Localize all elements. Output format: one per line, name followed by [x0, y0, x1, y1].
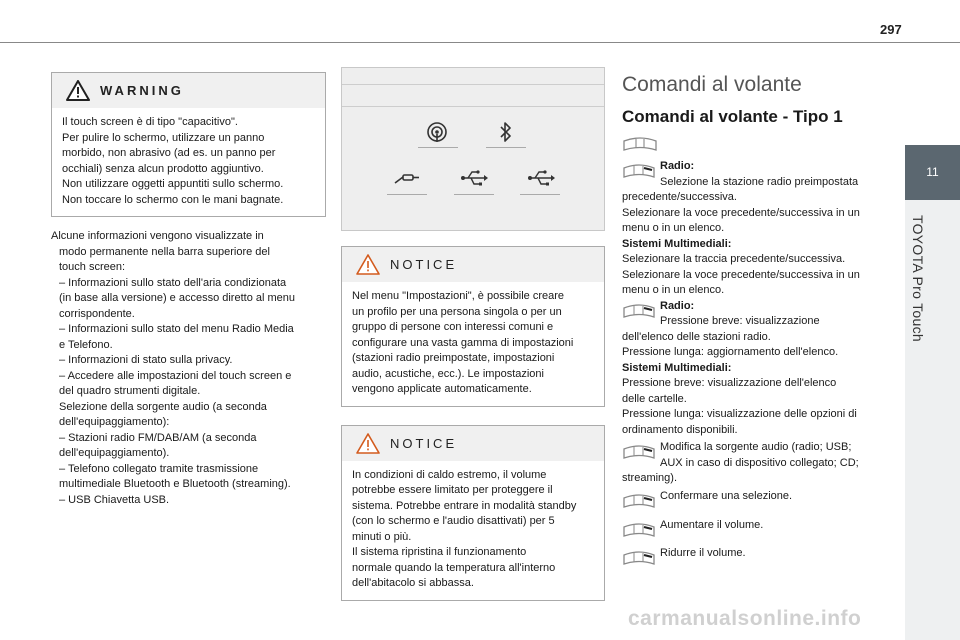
warning-body — [52, 108, 325, 216]
steering-control-icon — [622, 161, 656, 189]
column-right — [622, 67, 888, 561]
control-text-line: streaming). — [622, 472, 678, 484]
control-text-line: ordinamento disponibili. — [622, 423, 738, 436]
info-line: (in base alla versione) e accesso diretto al menu — [59, 292, 296, 304]
notice-line: potrebbe essere limitato per proteggere il — [352, 484, 553, 496]
control-item — [622, 518, 888, 534]
control-text-line: Selezione la stazione radio preimpostata — [660, 175, 859, 188]
info-line: dell'equipaggiamento). — [59, 447, 170, 459]
notice-header-1 — [342, 247, 604, 282]
icon-underline — [486, 147, 526, 148]
footer-watermark: carmanualsonline.info — [628, 607, 862, 630]
notice-line: (stazioni radio preimpostate, impostazioni — [352, 352, 555, 364]
page-number: 297 — [880, 22, 902, 37]
info-line: – Accedere alle impostazioni del touch screen e — [59, 369, 292, 382]
warning-header — [52, 73, 325, 108]
icon-underline — [454, 194, 494, 195]
control-text-line: Selezionare la traccia precedente/successiva. — [622, 253, 846, 265]
control-text-line: AUX in caso di dispositivo collegato; CD; — [660, 456, 859, 469]
warning-line: occhiali) senza alcun prodotto aggiuntivo. — [62, 162, 264, 175]
notice-line: (con lo schermo e l'audio disattivati) per 5 — [352, 515, 555, 527]
warning-line: Non utilizzare oggetti appuntiti sullo schermo. — [62, 178, 284, 190]
controls-list — [622, 159, 888, 561]
control-text-line: Radio: — [660, 299, 695, 312]
info-paragraph — [51, 229, 326, 508]
notice-line: dell'abitacolo si abbassa. — [352, 577, 474, 589]
steering-control-icon — [622, 520, 656, 548]
usb-icon — [460, 169, 488, 187]
notice-header-2 — [342, 426, 604, 461]
icon-underline — [418, 147, 458, 148]
warning-line: morbido, non abrasivo (ad es. un panno per — [62, 147, 276, 159]
control-text-line: Pressione lunga: visualizzazione delle opzioni di — [622, 408, 857, 420]
wireless-icon — [425, 120, 449, 144]
notice-body-1 — [342, 282, 604, 406]
control-text-line: Sistemi Multimediali: — [622, 237, 732, 250]
control-text-line: menu o in un elenco. — [622, 222, 725, 234]
usb-icon-2 — [527, 169, 555, 187]
control-text-line: Modifica la sorgente audio (radio; USB; — [660, 441, 852, 453]
info-line: corrispondente. — [59, 307, 135, 320]
info-line: – Informazioni sullo stato dell'aria condizionata — [59, 276, 287, 289]
control-text-line: Radio: — [660, 160, 695, 172]
info-line: – Telefono collegato tramite trasmissione — [59, 462, 259, 475]
notice-line: configurare una vasta gamma di impostazioni — [352, 336, 574, 349]
notice-line: Nel menu "Impostazioni", è possibile creare — [352, 290, 565, 302]
header-divider — [0, 42, 960, 43]
warning-line: Non toccare lo schermo con le mani bagnate. — [62, 193, 284, 206]
info-line: Selezione della sorgente audio (a seconda — [59, 400, 267, 413]
info-line: Alcune informazioni vengono visualizzate in — [51, 230, 264, 242]
info-line: – Informazioni di stato sulla privacy. — [59, 354, 233, 366]
notice-line: audio, acustiche, ecc.). Le impostazioni — [352, 367, 544, 380]
control-text-line: Pressione breve: visualizzazione dell'elenco — [622, 377, 837, 389]
control-text-line: Pressione breve: visualizzazione — [660, 315, 820, 327]
notice-box-2 — [341, 425, 605, 601]
panel-line — [342, 84, 604, 85]
control-text-line: precedente/successiva. — [622, 191, 737, 203]
control-item — [622, 489, 888, 505]
column-middle — [341, 67, 605, 601]
steering-control-icon — [622, 491, 656, 519]
info-line: touch screen: — [59, 261, 126, 273]
notice-line: minuti o più. — [352, 530, 412, 543]
info-line: del quadro strumenti digitale. — [59, 385, 201, 397]
info-line: dell'equipaggiamento): — [59, 416, 170, 428]
control-text-line: Ridurre il volume. — [660, 546, 746, 559]
control-text-line: Aumentare il volume. — [660, 519, 764, 531]
notice-line: vengono applicate automaticamente. — [352, 383, 532, 395]
notice-line: un profilo per una persona singola o per un — [352, 305, 562, 318]
control-text-line: menu o in un elenco. — [622, 284, 725, 296]
notice-triangle-icon — [356, 433, 380, 454]
notice-box-1 — [341, 246, 605, 407]
notice-title-1: NOTICE — [390, 257, 458, 272]
chapter-title: TOYOTA Pro Touch — [910, 215, 926, 342]
info-line: – Stazioni radio FM/DAB/AM (a seconda — [59, 431, 257, 444]
steering-control-icon — [622, 442, 656, 470]
icon-underline — [520, 194, 560, 195]
control-text-line: dell'elenco delle stazioni radio. — [622, 330, 771, 343]
chapter-tab[interactable] — [905, 145, 960, 200]
control-item — [622, 440, 888, 487]
warning-line: Il touch screen è di tipo "capacitivo". — [62, 116, 238, 128]
notice-line: sistema. Potrebbe entrare in modalità standby — [352, 499, 577, 512]
status-icons-panel — [341, 67, 605, 231]
column-left — [51, 72, 326, 508]
steering-control-icon — [622, 301, 656, 329]
notice-line: Il sistema ripristina il funzionamento — [352, 546, 527, 558]
notice-line: In condizioni di caldo estremo, il volume — [352, 468, 547, 481]
section-heading: Comandi al volante — [622, 73, 802, 96]
info-line: e Telefono. — [59, 338, 113, 351]
control-text-line: Selezionare la voce precedente/successiva in un — [622, 206, 860, 219]
notice-body-2 — [342, 461, 604, 600]
control-text-line: Pressione lunga: aggiornamento dell'elenco. — [622, 346, 839, 358]
control-item — [622, 546, 888, 562]
info-line: – Informazioni sullo stato del menu Radio Media — [59, 323, 294, 335]
steering-control-icon — [622, 548, 656, 576]
warning-title: WARNING — [100, 83, 184, 98]
notice-title-2: NOTICE — [390, 435, 458, 451]
notice-triangle-icon — [356, 254, 380, 275]
warning-triangle-icon — [66, 80, 90, 101]
notice-line: normale quando la temperatura all'interno — [352, 561, 556, 574]
aux-jack-icon — [393, 171, 421, 187]
control-text-line: Selezionare la voce precedente/successiva in un — [622, 268, 860, 281]
chapter-number: 11 — [926, 165, 939, 179]
panel-line — [342, 106, 604, 107]
warning-line: Per pulire lo schermo, utilizzare un panno — [62, 131, 265, 144]
steering-wheel-icon — [622, 135, 658, 155]
control-item — [622, 159, 888, 299]
control-text-line: Sistemi Multimediali: — [622, 361, 732, 374]
info-line: – USB Chiavetta USB. — [59, 493, 170, 506]
info-line: multimediale Bluetooth e Bluetooth (streaming). — [59, 478, 291, 490]
section-subheading: Comandi al volante - Tipo 1 — [622, 107, 843, 126]
icon-underline — [387, 194, 427, 195]
notice-line: gruppo di persone con interessi comuni e — [352, 321, 554, 333]
control-item — [622, 299, 888, 439]
bluetooth-icon — [498, 120, 514, 144]
info-line: modo permanente nella barra superiore del — [59, 245, 270, 258]
control-text-line: Confermare una selezione. — [660, 489, 793, 502]
warning-box — [51, 72, 326, 217]
control-text-line: delle cartelle. — [622, 392, 687, 405]
